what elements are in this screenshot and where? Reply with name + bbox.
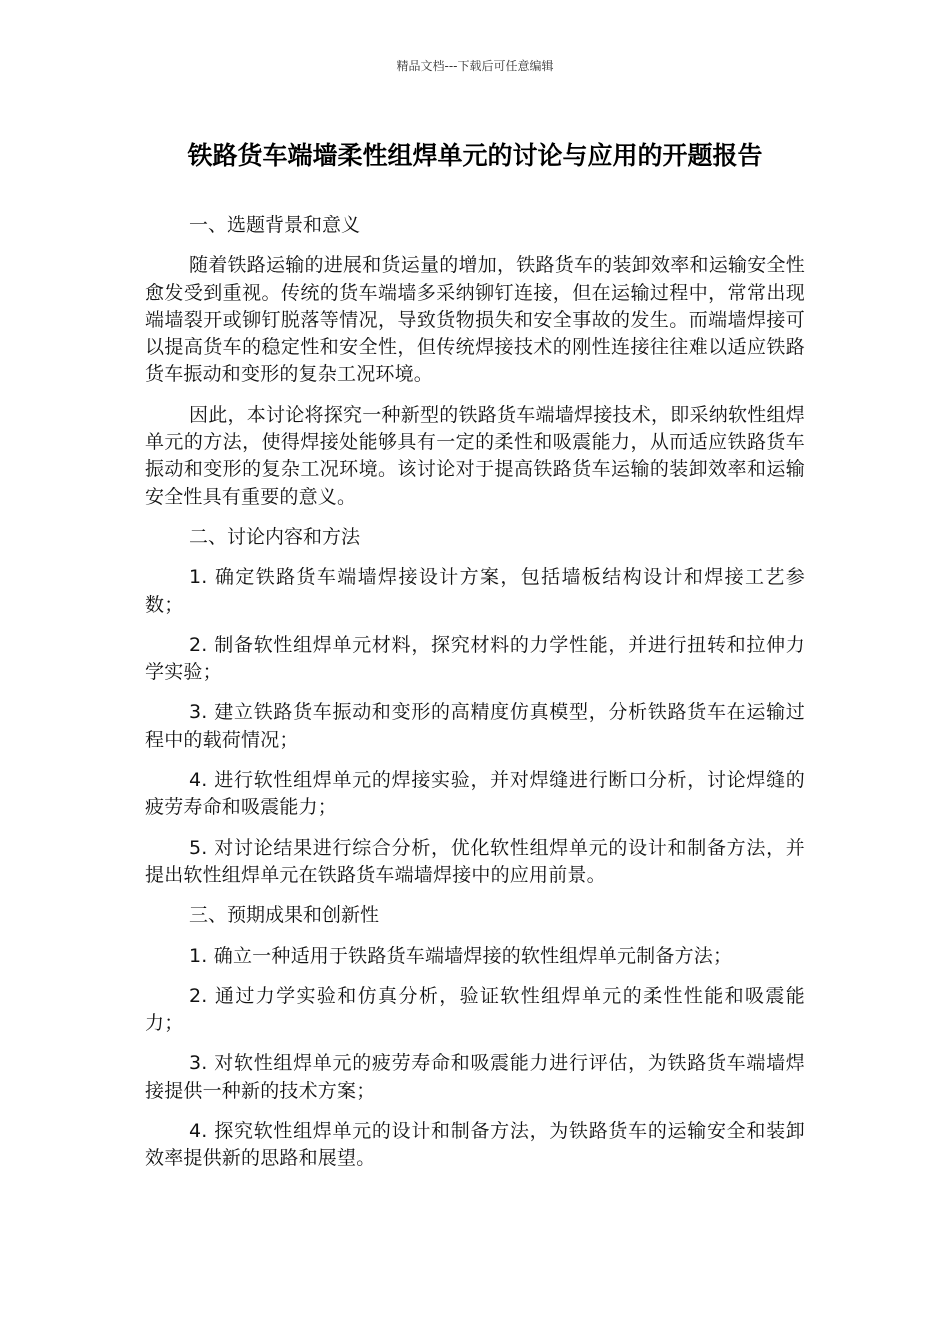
list-item: 3. 对软性组焊单元的疲劳寿命和吸震能力进行评估，为铁路货车端墙焊接提供一种新的技术方案； — [145, 1052, 805, 1102]
list-item: 1. 确定铁路货车端墙焊接设计方案，包括墙板结构设计和焊接工艺参数； — [145, 566, 805, 616]
document-title: 铁路货车端墙柔性组焊单元的讨论与应用的开题报告 — [187, 141, 763, 170]
list-item: 5. 对讨论结果进行综合分析，优化软性组焊单元的设计和制备方法，并提出软性组焊单元在铁路货车端墙焊接中的应用前景。 — [145, 836, 805, 886]
list-item: 3. 建立铁路货车振动和变形的高精度仿真模型，分析铁路货车在运输过程中的载荷情况； — [145, 701, 805, 751]
section-heading-outcomes: 三、预期成果和创新性 — [189, 904, 380, 927]
paragraph: 因此，本讨论将探究一种新型的铁路货车端墙焊接技术，即采纳软性组焊单元的方法，使得焊接处能够具有一定的柔性和吸震能力，从而适应铁路货车振动和变形的复杂工况环境。该讨论对于提高铁路货车运输的装卸效率和运输安全性具有重要的意义。 — [145, 403, 805, 508]
list-item: 2. 制备软性组焊单元材料，探究材料的力学性能，并进行扭转和拉伸力学实验； — [145, 633, 805, 684]
page-header-watermark: 精品文档---下载后可任意编辑 — [396, 59, 554, 73]
list-item: 2. 通过力学实验和仿真分析，验证软性组焊单元的柔性性能和吸震能力； — [145, 984, 805, 1035]
section-heading-background: 一、选题背景和意义 — [189, 214, 361, 236]
paragraph: 随着铁路运输的进展和货运量的增加，铁路货车的装卸效率和运输安全性愈发受到重视。传统的货车端墙多采纳铆钉连接，但在运输过程中，常常出现端墙裂开或铆钉脱落等情况，导致货物损失和安全事故的发生。而端墙焊接可以提高货车的稳定性和安全性，但传统焊接技术的刚性连接往往难以适应铁路货车振动和变形的复杂工况环境。 — [145, 254, 805, 386]
section-heading-methods: 二、讨论内容和方法 — [189, 525, 361, 548]
list-item: 1. 确立一种适用于铁路货车端墙焊接的软性组焊单元制备方法； — [189, 944, 733, 967]
document-body — [145, 212, 805, 1186]
list-item: 4. 探究软性组焊单元的设计和制备方法，为铁路货车的运输安全和装卸效率提供新的思路和展望。 — [145, 1120, 805, 1170]
list-item: 4. 进行软性组焊单元的焊接实验，并对焊缝进行断口分析，讨论焊缝的疲劳寿命和吸震能力； — [145, 769, 805, 819]
